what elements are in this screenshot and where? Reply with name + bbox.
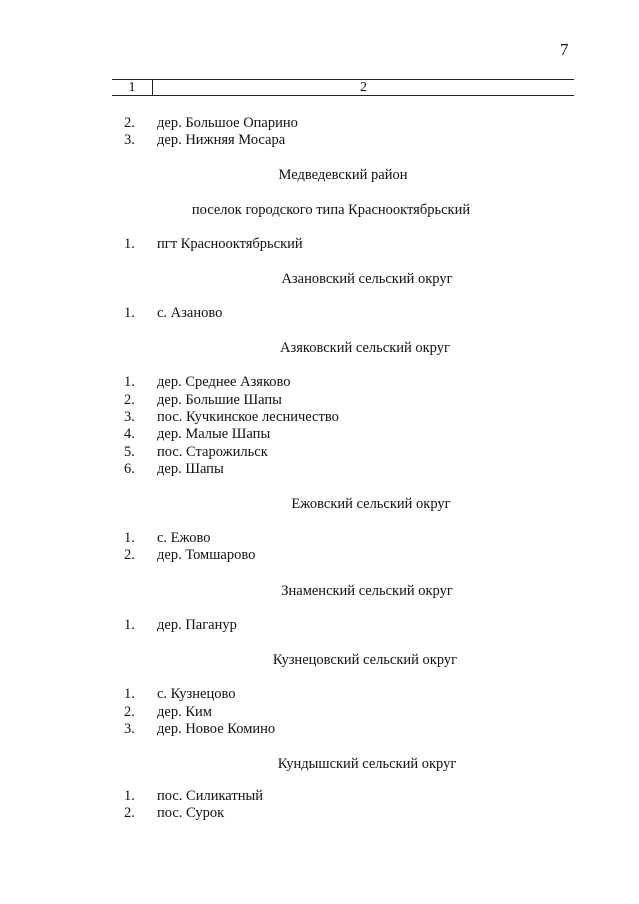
section-heading: Азановский сельский округ — [281, 271, 453, 287]
list-item — [124, 461, 224, 478]
item-number: 2. — [124, 704, 135, 720]
item-number: 1. — [124, 530, 135, 546]
item-number: 1. — [124, 686, 135, 702]
list-item — [124, 704, 212, 721]
item-text: дер. Томшарово — [157, 547, 256, 563]
item-text: с. Кузнецово — [157, 686, 236, 702]
item-number: 2. — [124, 805, 135, 821]
list-item — [124, 132, 285, 149]
item-text: дер. Нижняя Мосара — [157, 132, 286, 148]
item-text: дер. Паганур — [157, 617, 237, 633]
item-number: 5. — [124, 444, 135, 460]
item-text: дер. Малые Шапы — [157, 426, 271, 442]
item-number: 1. — [124, 617, 135, 633]
list-item — [124, 721, 275, 738]
item-text: дер. Большие Шапы — [157, 392, 282, 408]
item-text: пгт Краснооктябрьский — [157, 236, 303, 252]
section-heading: Кундышский сельский округ — [277, 756, 457, 772]
item-text: с. Азаново — [157, 305, 223, 321]
item-text: пос. Силикатный — [157, 788, 263, 804]
item-text: дер. Среднее Азяково — [157, 374, 291, 390]
item-text: пос. Сурок — [157, 805, 225, 821]
item-number: 3. — [124, 132, 135, 148]
list-item — [124, 374, 291, 391]
list-item — [124, 617, 237, 634]
item-text: пос. Старожильск — [157, 444, 268, 460]
item-number: 3. — [124, 409, 135, 425]
section-heading: Знаменский сельский округ — [281, 583, 453, 599]
list-item — [124, 788, 263, 805]
item-text: дер. Шапы — [157, 461, 224, 477]
list-item — [124, 305, 222, 322]
item-number: 3. — [124, 721, 135, 737]
section-heading: Кузнецовский сельский округ — [272, 652, 458, 668]
list-item — [124, 444, 268, 461]
item-text: дер. Ким — [157, 704, 212, 720]
list-item — [124, 236, 303, 253]
page-number: 7 — [560, 40, 569, 59]
district-title: Медведевский район — [278, 167, 408, 183]
item-text: дер. Новое Комино — [157, 721, 276, 737]
item-number: 2. — [124, 115, 135, 131]
list-item — [124, 392, 282, 409]
item-text: с. Ежово — [157, 530, 211, 546]
list-item — [124, 426, 270, 443]
item-text: пос. Кучкинское лесничество — [157, 409, 339, 425]
list-item — [124, 547, 255, 564]
section-heading: Ежовский сельский округ — [291, 496, 451, 512]
item-number: 1. — [124, 236, 135, 252]
list-item — [124, 530, 210, 547]
table-header — [112, 79, 574, 96]
list-item — [124, 686, 235, 703]
item-number: 6. — [124, 461, 135, 477]
table-header-col2: 2 — [360, 80, 367, 95]
table-header-col1: 1 — [112, 80, 153, 95]
list-item — [124, 115, 298, 132]
item-text: дер. Большое Опарино — [157, 115, 298, 131]
section-heading: Азяковский сельский округ — [280, 340, 450, 356]
item-number: 4. — [124, 426, 135, 442]
list-item — [124, 409, 339, 426]
item-number: 1. — [124, 374, 135, 390]
item-number: 2. — [124, 547, 135, 563]
item-number: 2. — [124, 392, 135, 408]
section-heading: поселок городского типа Краснооктябрьский — [191, 202, 471, 218]
list-item — [124, 805, 224, 822]
item-number: 1. — [124, 788, 135, 804]
item-number: 1. — [124, 305, 135, 321]
